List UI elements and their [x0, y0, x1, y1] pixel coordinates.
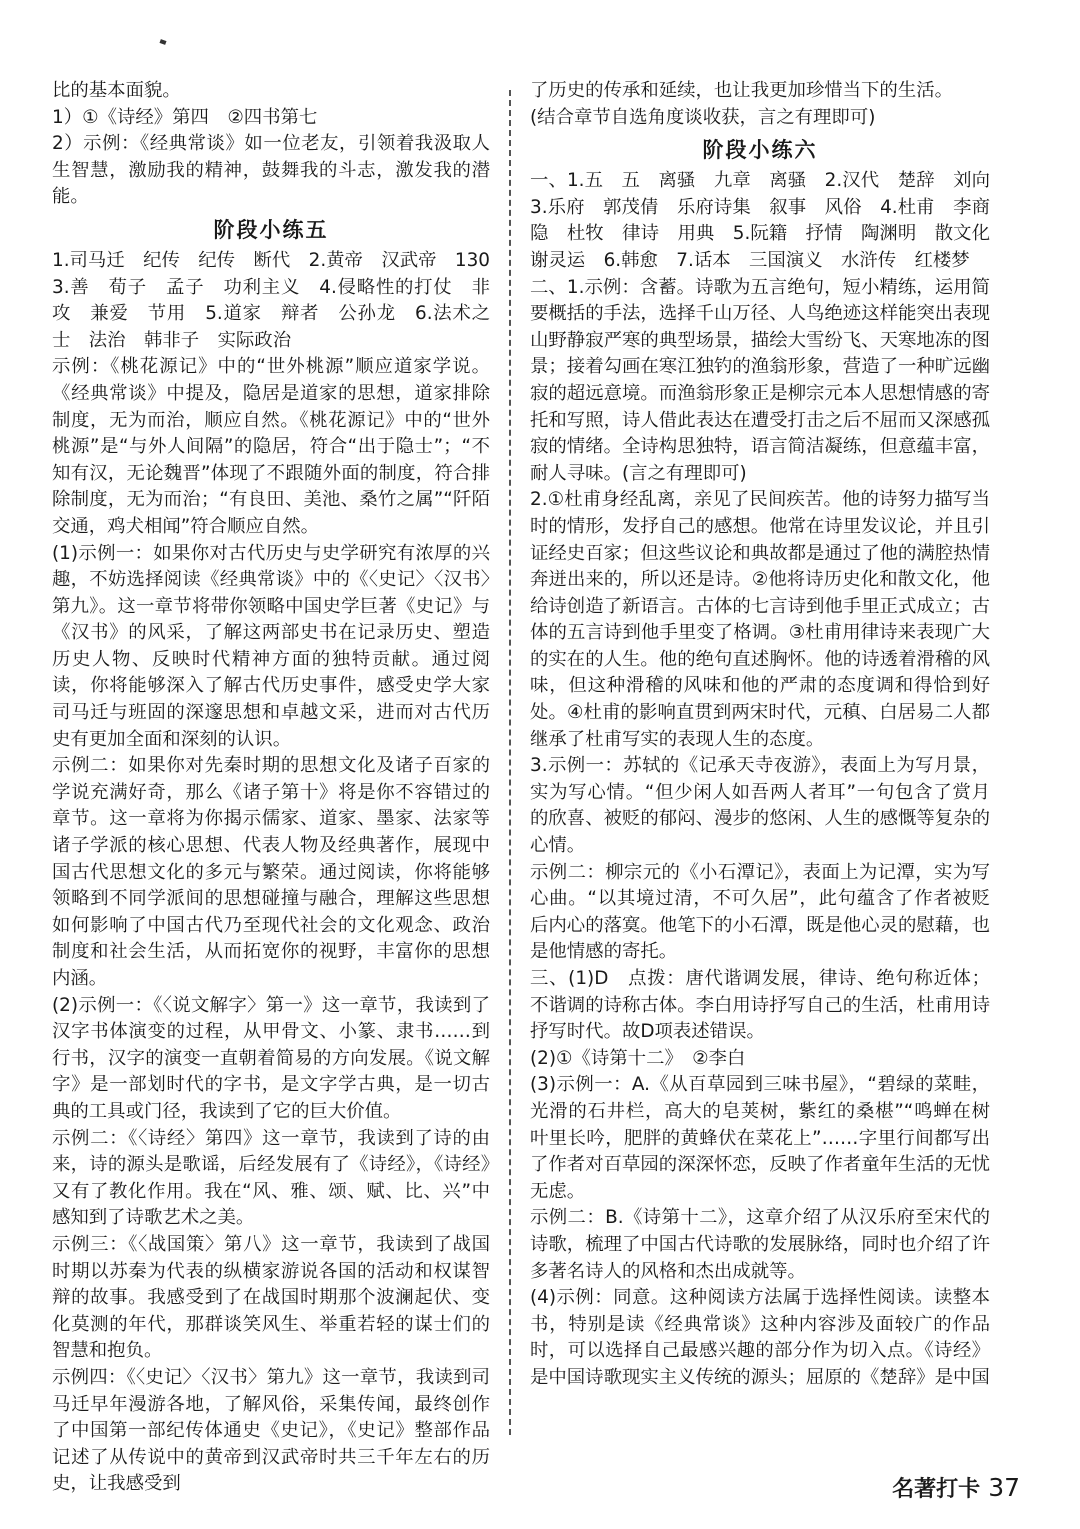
- page-footer: [892, 1472, 1020, 1503]
- section-title-5: 阶段小练五: [213, 217, 329, 242]
- s5-q1-example1: (1)示例一：如果你对古代历史与史学研究有浓厚的兴趣，不妨选择阅读《经典常谈》中的《〈史记〉〈汉书〉第九》。这一章节将带你领略中国史学巨著《史记》与《汉书》的风采，了解这两部史书在记录历史、塑造历史人物、反映时代精神方面的独特贡献。通过阅读，你将能够深入了解古代历史事件，感受史学大家司马迁与班固的深邃思想和卓越文采，进而对古代历史有更加全面和深刻的认识。: [52, 542, 490, 750]
- s5-q2-example2: 示例二：《〈诗经〉第四》这一章节，我读到了诗的由来，诗的源头是歌谣，后经发展有了《诗经》，《诗经》又有了教化作用。我在“风、雅、颂、赋、比、兴”中感知到了诗歌艺术之美。: [52, 1127, 490, 1229]
- right-column: [530, 78, 1009, 1392]
- left-line-2: 1）①《诗经》第四 ②四书第七: [52, 106, 318, 128]
- left-line-1: 比的基本面貌。: [52, 80, 181, 101]
- s6-part3-q3-example2: 示例二：B.《诗第十二》，这章介绍了从汉乐府至宋代的诗歌，梳理了中国古代诗歌的发展脉络，同时也介绍了许多著名诗人的风格和杰出成就等。: [530, 1207, 990, 1282]
- s6-part1: 一、1.五 五 离骚 九章 离骚 2.汉代 楚辞 刘向 3.乐府 郭茂倩 乐府诗集 叙事 风俗 4.杜甫 李商隐 杜牧 律诗 用典 5.阮籍 抒情 陶渊明 散文化 谢灵运 6.韩愈 7.话本 三国演义 水浒传 红楼梦: [530, 170, 1009, 271]
- s6-part3-q1: 三、(1)D 点拨：唐代谐调发展，律诗、绝句称近体；不谐调的诗称古体。李白用诗抒写自己的生活，杜甫用诗抒写时代。故D项表述错误。: [530, 968, 990, 1043]
- s5-q2-example1: (2)示例一：《〈说文解字〉第一》这一章节，我读到了汉字书体演变的过程，从甲骨文、小篆、隶书……到行书，汉字的演变一直朝着简易的方向发展。《说文解字》是一部划时代的字书，是文字学古典，是一切古典的工具或门径，我读到了它的巨大价值。: [52, 994, 490, 1122]
- s5-answers: 1.司马迁 纪传 纪传 断代 2.黄帝 汉武帝 130 3.善 荀子 孟子 功利主义 4.侵略性的打仗 非攻 兼爱 节用 5.道家 辩者 公孙龙 6.法术之士 法治 韩非子 实际政治: [52, 249, 509, 351]
- s6-part2-q1: 二、1.示例：含蓄。诗歌为五言绝句，短小精练，运用简要概括的手法，选择千山万径、人鸟绝迹这样能突出表现山野静寂严寒的典型场景，描绘大雪纷飞、天寒地冻的图景；接着勾画在寒江独钓的渔翁形象，营造了一种旷远幽寂的超远意境。而渔翁形象正是柳宗元本人思想情感的寄托和写照，诗人借此表达在遭受打击之后不屈而又深感孤寂的情绪。全诗构思独特，语言简洁凝练，但意蕴丰富，耐人寻味。(言之有理即可): [530, 276, 990, 484]
- s6-part3-q3-example1: (3)示例一：A.《从百草园到三味书屋》，“碧绿的菜畦，光滑的石井栏，高大的皂荚树，紫红的桑椹”“鸣蝉在树叶里长吟，肥胖的黄蜂伏在菜花上”……字里行间都写出了作者对百草园的深深怀恋，反映了作者童年生活的无忧无虑。: [530, 1074, 990, 1202]
- right-line-1: 了历史的传承和延续，也让我更加珍惜当下的生活。: [530, 80, 953, 101]
- left-line-3: 2）示例：《经典常谈》如一位老友，引领着我汲取人生智慧，激励我的精神，鼓舞我的斗志，激发我的潜能。: [52, 133, 490, 208]
- s5-q2-example3: 示例三：《〈战国策〉第八》这一章节，我读到了战国时期以苏秦为代表的纵横家游说各国的活动和权谋智辩的故事。我感受到了在战国时期那个波澜起伏、变化莫测的年代，那群谈笑风生、举重若轻的谋士们的智慧和抱负。: [52, 1233, 490, 1362]
- s5-q1-example2: 示例二：如果你对先秦时期的思想文化及诸子百家的学说充满好奇，那么《诸子第十》将是你不容错过的章节。这一章将为你揭示儒家、道家、墨家、法家等诸子学派的核心思想、代表人物及经典著作，展现中国古代思想文化的多元与繁荣。通过阅读，你将能够领略到不同学派间的思想碰撞与融合，理解这些思想如何影响了中国古代乃至现代社会的文化观念、政治制度和社会生活，从而拓宽你的视野，丰富你的思想内涵。: [52, 755, 490, 989]
- s5-example-taohuayuan: 示例：《桃花源记》中的“世外桃源”顺应道家学说。《经典常谈》中提及，隐居是道家的思想，道家排除制度，无为而治，顺应自然。《桃花源记》中的“世外桃源”是“与外人间隔”的隐居，符合“出于隐士”；“不知有汉，无论魏晋”体现了不跟随外面的制度，符合排除制度，无为而治；“有良田、美池、桑竹之属”“阡陌交通，鸡犬相闻”符合顺应自然。: [52, 356, 490, 537]
- left-column: [52, 78, 509, 1498]
- right-line-2: (结合章节自选角度谈收获，言之有理即可): [530, 106, 876, 128]
- s6-part3-q4: (4)示例：同意。这种阅读方法属于选择性阅读。读整本书，特别是读《经典常谈》这种内容涉及面较广的作品时，可以选择自己最感兴趣的部分作为切入点。《诗经》是中国诗歌现实主义传统的源头；屈原的《楚辞》是中国: [530, 1287, 990, 1388]
- s6-part3-q2: (2)①《诗第十二》 ②李白: [530, 1047, 746, 1069]
- ink-mark: [159, 39, 166, 45]
- s5-q2-example4: 示例四：《〈史记〉〈汉书〉第九》这一章节，我读到司马迁早年漫游各地，了解风俗，采集传闻，最终创作了中国第一部纪传体通史《史记》，《史记》整部作品记述了从传说中的黄帝到汉武帝时共三千年左右的历史，让我感受到: [52, 1366, 490, 1495]
- footer-label: 名著打卡: [892, 1477, 981, 1502]
- section-title-6: 阶段小练六: [702, 138, 818, 163]
- s6-part2-q3-example1: 3.示例一：苏轼的《记承天寺夜游》，表面上为写月景，实为写心情。“但少闲人如吾两人者耳”一句包含了赏月的欣喜、被贬的郁闷、漫步的悠闲、人生的感慨等复杂的心情。: [530, 755, 990, 857]
- page-number: 37: [988, 1473, 1020, 1502]
- column-divider: [509, 90, 511, 1435]
- s6-part2-q2: 2.①杜甫身经乱离，亲见了民间疾苦。他的诗努力描写当时的情形，发抒自己的感想。他常在诗里发议论，并且引证经史百家；但这些议论和典故都是通过了他的满腔热情奔迸出来的，所以还是诗。②他将诗历史化和散文化，他给诗创造了新语言。古体的七言诗到他手里正式成立；古体的五言诗到他手里变了格调。③杜甫用律诗来表现广大的实在的人生。他的绝句直述胸怀。他的诗透着滑稽的风味，但这种滑稽的风味和他的严肃的态度调和得恰到好处。④杜甫的影响直贯到两宋时代，元稹、白居易二人都继承了杜甫写实的表现人生的态度。: [530, 489, 990, 750]
- s6-part2-q3-example2: 示例二：柳宗元的《小石潭记》，表面上为记潭，实为写心曲。“以其境过清，不可久居”，此句蕴含了作者被贬后内心的落寞。他笔下的小石潭，既是他心灵的慰藉，也是他情感的寄托。: [530, 861, 990, 963]
